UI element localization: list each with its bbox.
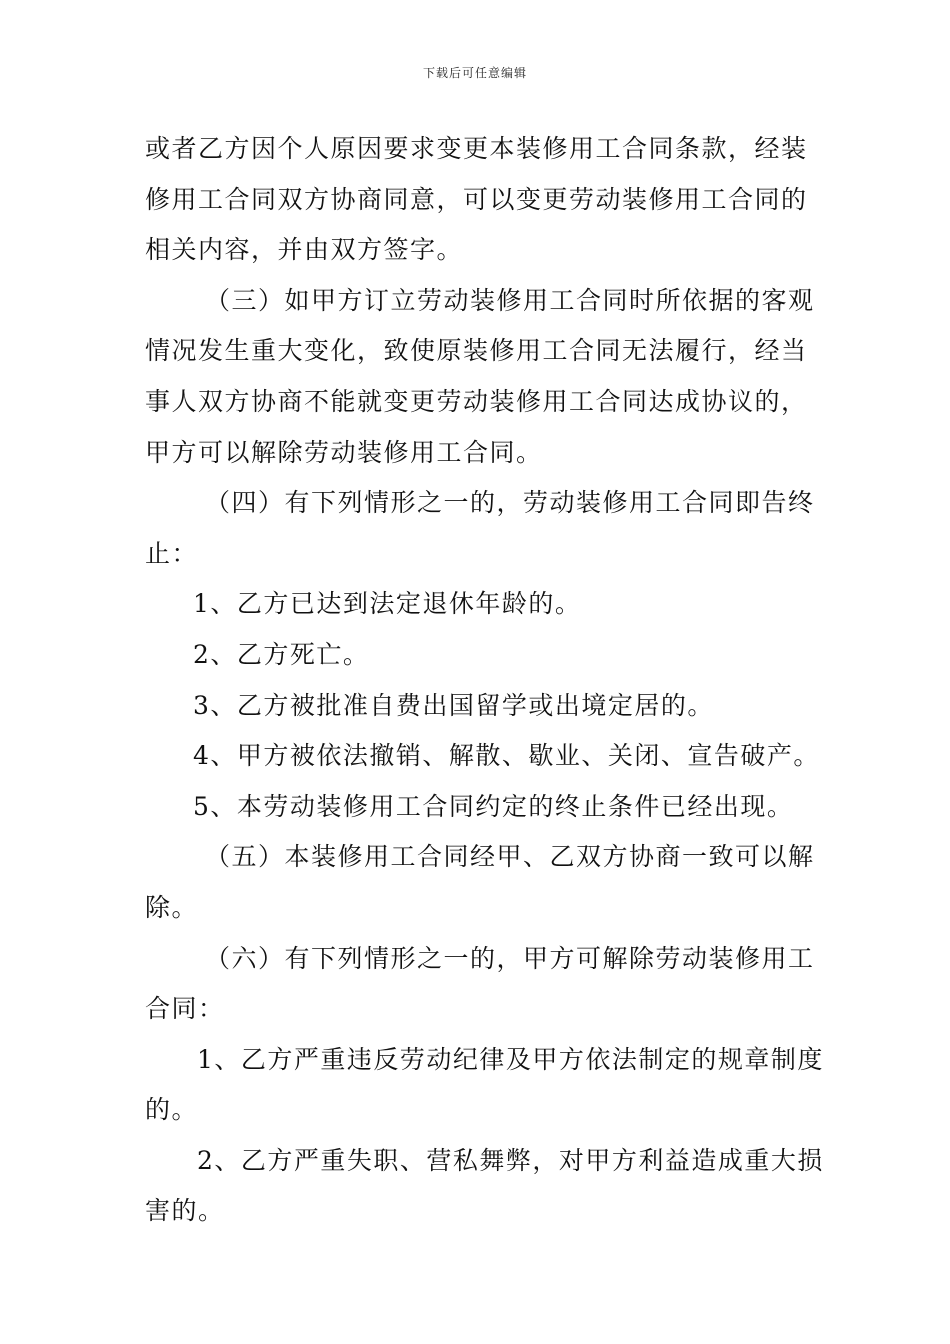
list-item: 1、乙方已达到法定退休年龄的。: [193, 589, 582, 619]
list-item: 2、乙方严重失职、营私舞弊，对甲方利益造成重大损: [197, 1145, 824, 1175]
text-line: 甲方可以解除劳动装修用工合同。: [145, 437, 543, 467]
text-line: 或者乙方因个人原因要求变更本装修用工合同条款，经装: [145, 134, 808, 163]
list-item: 2、乙方死亡。: [193, 639, 370, 669]
paragraph-six-start: （六）有下列情形之一的，甲方可解除劳动装修用工: [205, 943, 815, 973]
page-header: 下载后可任意编辑: [422, 66, 527, 80]
list-item: 4、甲方被依法撤销、解散、歇业、关闭、宣告破产。: [193, 741, 820, 771]
text-line: 止：: [145, 538, 199, 568]
paragraph-five-start: （五）本装修用工合同经甲、乙双方协商一致可以解: [205, 842, 815, 872]
list-item: 3、乙方被批准自费出国留学或出境定居的。: [193, 690, 714, 720]
text-line: 相关内容，并由双方签字。: [145, 235, 464, 265]
text-line: 的。: [145, 1095, 199, 1125]
paragraph-three-start: （三）如甲方订立劳动装修用工合同时所依据的客观: [205, 285, 815, 315]
text-line: 事人双方协商不能就变更劳动装修用工合同达成协议的，: [145, 386, 808, 416]
list-item: 1、乙方严重违反劳动纪律及甲方依法制定的规章制度: [197, 1044, 824, 1074]
paragraph-four-start: （四）有下列情形之一的，劳动装修用工合同即告终: [205, 488, 815, 518]
text-line: 害的。: [145, 1196, 225, 1226]
document-body: [145, 124, 824, 1237]
text-line: 修用工合同双方协商同意，可以变更劳动装修用工合同的: [145, 184, 808, 214]
text-line: 合同：: [145, 994, 225, 1024]
text-line: 除。: [145, 892, 199, 922]
text-line: 情况发生重大变化，致使原装修用工合同无法履行，经当: [145, 336, 808, 366]
list-item: 5、本劳动装修用工合同约定的终止条件已经出现。: [193, 791, 794, 821]
